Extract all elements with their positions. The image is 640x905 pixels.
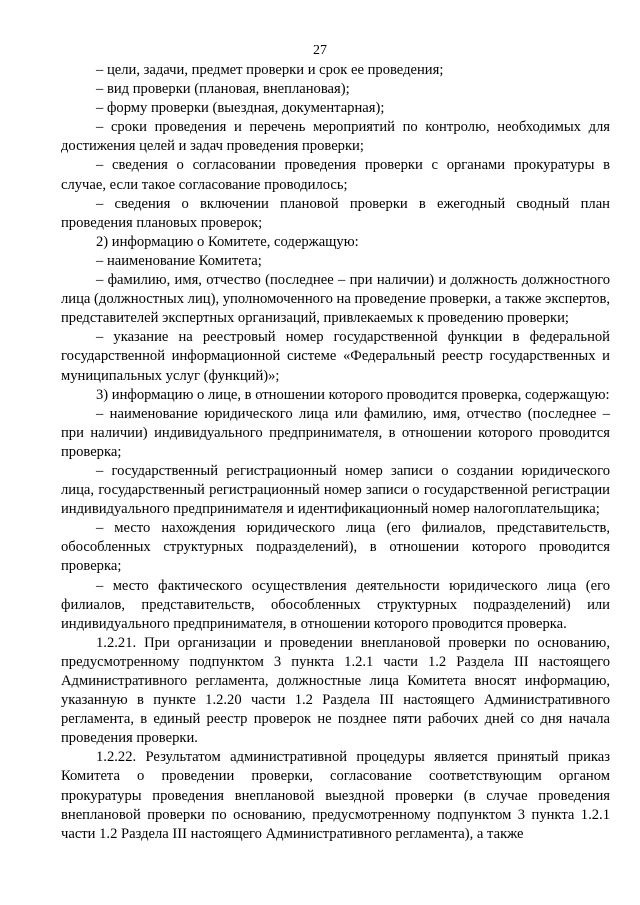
page-number: 27 <box>313 43 327 58</box>
paragraph: – сведения о включении плановой проверки в ежегодный сводный план проведения плановых проверок; <box>61 195 610 231</box>
paragraph: – наименование юридического лица или фамилию, имя, отчество (последнее – при наличии) индивидуального предпринимателя, в отношении которого проводится проверка; <box>61 405 610 460</box>
paragraph: 2) информацию о Комитете, содержащую: <box>96 233 359 250</box>
paragraph: 3) информацию о лице, в отношении которого проводится проверка, содержащую: <box>96 386 610 403</box>
paragraph: – цели, задачи, предмет проверки и срок ее проведения; <box>96 62 444 78</box>
paragraph: – форму проверки (выездная, документарная); <box>96 100 385 117</box>
paragraph: 1.2.22. Результатом административной процедуры является принятый приказ Комитета о проведении проверки, согласование соответствующим органом прокуратуры проведения внеплановой выездной проверки (в случае проведения внеплановой проверки по основанию, предусмотренному подпунктом 3 пункта 1.2.1 части 1.2 Раздела III настоящего Административного регламента), а также <box>61 749 610 842</box>
paragraph: – наименование Комитета; <box>96 252 262 269</box>
paragraph: – государственный регистрационный номер записи о создании юридического лица, государственный регистрационный номер записи о государственной регистрации индивидуального предпринимателя и идентификационный номер налогоплательщика; <box>61 462 610 518</box>
paragraph: 1.2.21. При организации и проведении внеплановой проверки по основанию, предусмотренному подпунктом 3 пункта 1.2.1 части 1.2 Раздела III настоящего Административного регламента, должностные лица Комитета вносят информацию, указанную в пункте 1.2.20 части 1.2 Раздела III настоящего Административного регламента, в единый реестр проверок не позднее пяти рабочих дней со дня начала проведения проверки. <box>61 634 610 747</box>
paragraph: – фамилию, имя, отчество (последнее – при наличии) и должность должностного лица (должностных лиц), уполномоченного на проведение проверки, а также экспертов, представителей экспертных организаций, привлекаемых к проведению проверки; <box>61 272 610 327</box>
paragraph: – место фактического осуществления деятельности юридического лица (его филиалов, представительств, обособленных структурных подразделений) или индивидуального предпринимателя, в отношении которого проводится проверка. <box>61 577 610 632</box>
paragraph: – вид проверки (плановая, внеплановая); <box>96 81 350 98</box>
document-body <box>61 61 610 844</box>
paragraph: – место нахождения юридического лица (его филиалов, представительств, обособленных структурных подразделений), в отношении которого проводится проверка; <box>61 520 610 575</box>
paragraph: – сведения о согласовании проведения проверки с органами прокуратуры в случае, если такое согласование проводилось; <box>61 157 610 193</box>
paragraph: – сроки проведения и перечень мероприятий по контролю, необходимых для достижения целей и задач проведения проверки; <box>61 119 610 155</box>
paragraph: – указание на реестровый номер государственной функции в федеральной государственной информационной системе «Федеральный реестр государственных и муниципальных услуг (функций)»; <box>61 329 610 384</box>
